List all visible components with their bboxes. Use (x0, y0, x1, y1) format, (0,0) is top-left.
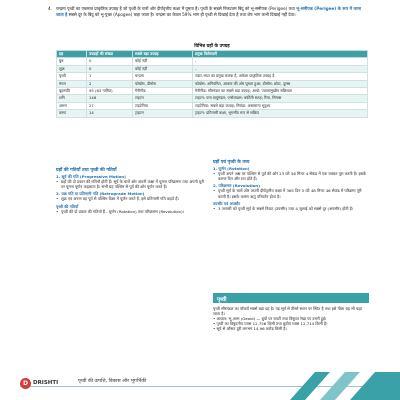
intro-paragraph (48, 6, 368, 17)
footer-decoration-icon (270, 372, 400, 400)
left-block-text: • पृथ्वी की दो प्रकार की गतियाँ हैं - घूर्णन (Rotation) तथा परिक्रमण (Revolution)। (56, 209, 206, 214)
right-block-text: • पृथ्वी अपने अक्ष पर पश्चिम से पूर्व की ओर 23 घंटे 56 मिनट 4 सेकंड में एक चक्कर पूरा करती है। इसके कारण दिन और रात होते हैं। (213, 171, 369, 181)
left-block-text: • ग्रहों की दो प्रकार की गतियाँ होती हैं। सूर्य के चारों ओर अपनी कक्षा में घूमना परिक्रमण तथा अपनी धुरी पर घूमना घूर्णन कहलाता है। सभी ग्रह पश्चिम से पूर्व की ओर घूर्णन करते हैं। (56, 179, 206, 189)
table-cell: 2 (87, 80, 133, 87)
table-cell: बृहस्पति (57, 88, 87, 95)
table-title: विभिन्न ग्रहों के उपग्रह (194, 44, 230, 49)
table-row (57, 65, 368, 72)
table-cell: वरुण (57, 110, 87, 117)
table-cell: टाइटेनिया (133, 102, 193, 109)
right-block (213, 183, 369, 198)
table-row (57, 110, 368, 117)
table-cell: - (193, 65, 368, 72)
table-header-cell: प्रमुख विशेषताएँ (193, 51, 368, 58)
logo-text: DRISHTI (33, 380, 59, 386)
intro-highlight: भू-समीपक (Perigee) के रूप में जाना जाता है (56, 6, 362, 17)
table-row (57, 80, 368, 87)
table-row (57, 95, 368, 102)
right-column (213, 160, 369, 213)
table-cell: 0 (87, 65, 133, 72)
right-block-title: उपसौर एवं अपसौर (213, 200, 241, 206)
earth-section-text (213, 306, 369, 331)
right-block-title: 1. घूर्णन (Rotation) (213, 166, 250, 172)
table-cell: ट्राइटन: प्रतिगामी कक्षा, भूगर्भीय रूप से सक्रिय (193, 110, 368, 117)
table-cell: 1 (87, 73, 133, 80)
earth-line: पृथ्वी सौरमंडल का पाँचवाँ सबसे बड़ा ग्रह है। यह सूर्य से तीसरे स्थान पर स्थित है तथा इसे नीला ग्रह भी कहा जाता है। (213, 306, 363, 317)
table-header-cell: उपग्रहों की संख्या (87, 51, 133, 58)
brand-logo (20, 376, 58, 390)
left-block (56, 204, 206, 214)
table-cell: टाइटेनिया: सबसे बड़ा उपग्रह; मिरांडा: असामान्य भूदृश्य (193, 102, 368, 109)
right-block (213, 201, 369, 211)
table-cell: ट्राइटन (133, 110, 193, 117)
table-cell: फोबोस, डीमोस (133, 80, 193, 87)
left-block-title: 1. सूर्य की गति (Progressive Motion) (56, 174, 126, 180)
table-cell: टाइटन (133, 95, 193, 102)
table-cell: 14 (87, 110, 133, 117)
earth-line: • पृथ्वी का विषुवतीय व्यास 12,756 किमी तथा ध्रुवीय व्यास 12,714 किमी है। (213, 321, 328, 327)
table-cell: पृथ्वी (57, 73, 87, 80)
right-block (213, 166, 369, 181)
intro-line-1: चन्द्रमा पृथ्वी का एकमात्र प्राकृतिक उपग्रह है जो पृथ्वी के चारों ओर दीर्घवृत्तीय कक्षा में घूमता है। पृथ्वी के सबसे निकटतम बिंदु को भू-समीपक (Perigee) तथा (56, 6, 295, 11)
right-block-text: • पृथ्वी सूर्य के चारों ओर अपनी दीर्घवृत्तीय कक्षा में 365 दिन 5 घंटे 48 मिनट 46 सेकंड में परिक्रमा पूरी करती है। इसके कारण ऋतु परिवर्तन होता है। (213, 188, 369, 198)
left-block (56, 174, 206, 189)
satellites-table (56, 50, 368, 118)
table-cell: - (193, 58, 368, 65)
table-cell: फोबोस: अनियमित, आकार की ओर घूमता हुआ; डीमोस: छोटा, दूरस्थ (193, 80, 368, 87)
table-cell: टाइटन: घना वायुमंडल; एन्सेलाडस: बर्फीली सतह; रिया, मिमास (193, 95, 368, 102)
table-cell: बुध (57, 58, 87, 65)
table-cell: कोई नहीं (133, 65, 193, 72)
intro-number: 4. (48, 6, 52, 11)
table-cell: चन्द्रमा (133, 73, 193, 80)
left-block-title: 2. वक्र गति या प्रतिगामी गति (Retrograde Motion) (56, 191, 145, 197)
earth-section-title: पृथ्वी (217, 296, 227, 303)
left-section-title: ग्रहों की गतियाँ तथा पृथ्वी की गतियाँ (56, 168, 117, 173)
earth-section-band (213, 293, 369, 303)
table-row (57, 88, 368, 95)
table-row (57, 102, 368, 109)
table-cell: कोई नहीं (133, 58, 193, 65)
table-cell: शनि (57, 95, 87, 102)
table-cell: शुक्र (57, 65, 87, 72)
right-section-title: ग्रहों एवं पृथ्वी के तथ्य (213, 160, 250, 165)
page-footer (0, 372, 400, 400)
logo-icon: D (20, 378, 31, 389)
left-block (56, 191, 206, 201)
table-cell: 146 (87, 95, 133, 102)
table-cell: ज्वार-भाटा का प्रमुख कारक है, अकेला प्राकृतिक उपग्रह है (193, 73, 368, 80)
table-cell: 27 (87, 102, 133, 109)
intro-line-2: सबसे दूर के बिंदु को भू-पुच्छ (Apogee) कहा जाता है। चन्द्रमा का केवल 59% भाग ही पृथ्वी से दिखाई देता है तथा शेष भाग कभी दिखाई नहीं देता। (68, 11, 296, 17)
table-cell: गैनीमीड (133, 88, 193, 95)
footer-title: पृथ्वी की उत्पत्ति, विकास और भूगर्भिकी (78, 379, 147, 384)
left-block-text: • शुक्र एवं अरुण ग्रह पूर्व से पश्चिम दिशा में घूर्णन करते हैं, इसे प्रतिगामी गति कहते हैं। (56, 196, 206, 201)
table-header-cell: सबसे बड़ा उपग्रह (133, 51, 193, 58)
table-cell: 0 (87, 58, 133, 65)
table-header-cell: ग्रह (57, 51, 87, 58)
table-cell: गैनीमीड: सौरमंडल का सबसे बड़ा उपग्रह; आयो: ज्वालामुखीय सक्रियता (193, 88, 368, 95)
left-block-title: पृथ्वी की गतियाँ (56, 203, 79, 209)
table-row (57, 58, 368, 65)
table-row (57, 73, 368, 80)
left-column (56, 168, 206, 216)
table-cell: 95 (63 नामित) (87, 88, 133, 95)
table-cell: मंगल (57, 80, 87, 87)
table-cell: अरुण (57, 102, 87, 109)
table-header-row (57, 51, 368, 58)
right-block-text: • 3 जनवरी को पृथ्वी सूर्य के सबसे निकट (उपसौर) तथा 4 जुलाई को सबसे दूर (अपसौर) होती है। (213, 206, 369, 211)
right-block-title: 2. परिक्रमण (Revolution) (213, 183, 260, 189)
earth-line: • सूर्य से औसत दूरी लगभग 14.96 करोड़ किमी है। (213, 326, 287, 332)
earth-line: • आकार: भू-आभ (Geoid) — ध्रुवों पर चपटी तथा विषुवत रेखा पर उभरी हुई। (213, 316, 327, 322)
